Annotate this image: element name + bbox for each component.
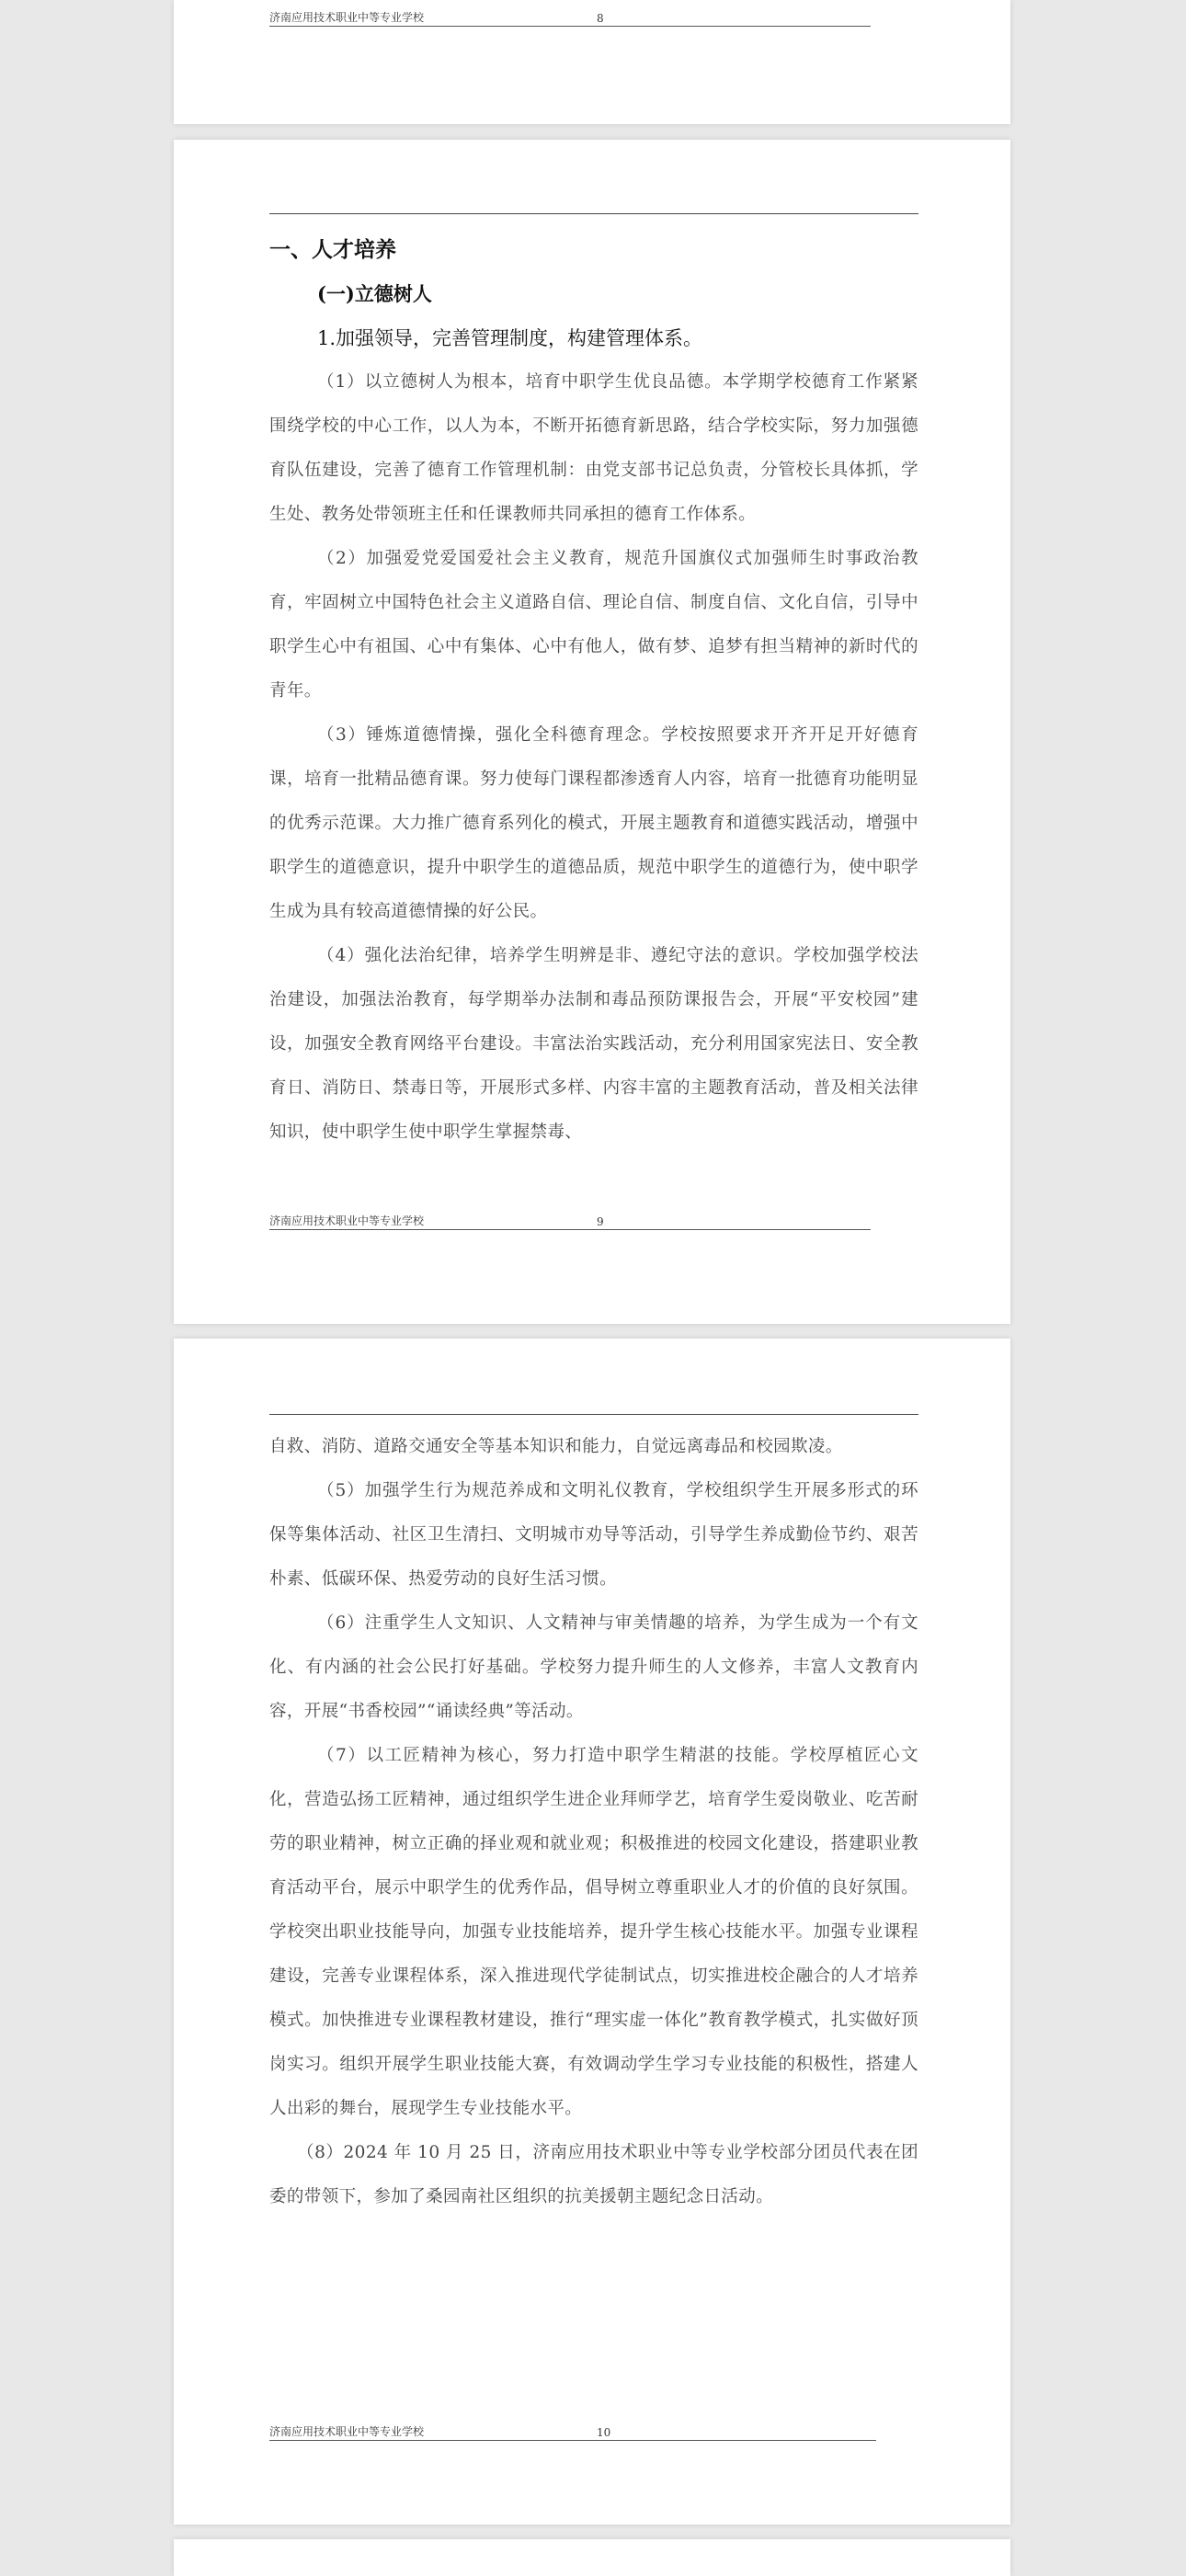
paragraph-8: （8）2024 年 10 月 25 日，济南应用技术职业中等专业学校部分团员代表在团委的带领下，参加了桑园南社区组织的抗美援朝主题纪念日活动。	[269, 2143, 918, 2206]
page-footer	[269, 2420, 876, 2441]
page-11	[174, 2539, 1010, 2576]
page-footer	[269, 1209, 871, 1230]
paragraph-1: （1）以立德树人为根本，培育中职学生优良品德。本学期学校德育工作紧紧围绕学校的中心工作，以人为本，不断开拓德育新思路，结合学校实际，努力加强德育队伍建设，完善了德育工作管理机制：由党支部书记总负责，分管校长具体抓，学生处、教务处带领班主任和任课教师共同承担的德育工作体系。	[269, 372, 918, 524]
header-rule	[269, 213, 918, 214]
page-9	[174, 140, 1010, 1324]
footer-page-number: 8	[597, 12, 604, 25]
page-10	[174, 1339, 1010, 2525]
item-heading: 1.加强领导，完善管理制度，构建管理体系。	[317, 327, 703, 349]
page-footer	[269, 6, 871, 27]
paragraph-2: （2）加强爱党爱国爱社会主义教育，规范升国旗仪式加强师生时事政治教育，牢固树立中国特色社会主义道路自信、理论自信、制度自信、文化自信，引导中职学生心中有祖国、心中有集体、心中有他人，做有梦、追梦有担当精神的新时代的青年。	[269, 549, 918, 701]
paragraph-7: （7）以工匠精神为核心，努力打造中职学生精湛的技能。学校厚植匠心文化，营造弘扬工匠精神，通过组织学生进企业拜师学艺，培育学生爱岗敬业、吃苦耐劳的职业精神，树立正确的择业观和就业观；积极推进的校园文化建设，搭建职业教育活动平台，展示中职学生的优秀作品，倡导树立尊重职业人才的价值的良好氛围。学校突出职业技能导向，加强专业技能培养，提升学生核心技能水平。加强专业课程建设，完善专业课程体系，深入推进现代学徒制试点，切实推进校企融合的人才培养模式。加快推进专业课程教材建设，推行“理实虚一体化”教育教学模式，扎实做好顶岗实习。组织开展学生职业技能大赛，有效调动学生学习专业技能的积极性，搭建人人出彩的舞台，展现学生专业技能水平。	[269, 1746, 918, 2118]
paragraph-3: （3）锤炼道德情操，强化全科德育理念。学校按照要求开齐开足开好德育课，培育一批精品德育课。努力使每门课程都渗透育人内容，培育一批德育功能明显的优秀示范课。大力推广德育系列化的模式，开展主题教育和道德实践活动，增强中职学生的道德意识，提升中职学生的道德品质，规范中职学生的道德行为，使中职学生成为具有较高道德情操的好公民。	[269, 725, 918, 921]
footer-school-name: 济南应用技术职业中等专业学校	[269, 1214, 425, 1227]
page-10-content	[269, 1425, 918, 2219]
section-subheading: (一)立德树人	[317, 282, 432, 305]
header-rule	[269, 1414, 918, 1415]
paragraph-4: （4）强化法治纪律，培养学生明辨是非、遵纪守法的意识。学校加强学校法治建设，加强法治教育，每学期举办法制和毒品预防课报告会，开展“平安校园”建设，加强安全教育网络平台建设。丰富法治实践活动，充分利用国家宪法日、安全教育日、消防日、禁毒日等，开展形式多样、内容丰富的主题教育活动，普及相关法律知识，使中职学生使中职学生掌握禁毒、	[269, 946, 918, 1142]
footer-school-name: 济南应用技术职业中等专业学校	[269, 11, 425, 24]
paragraph-6: （6）注重学生人文知识、人文精神与审美情趣的培养，为学生成为一个有文化、有内涵的社会公民打好基础。学校努力提升师生的人文修养，丰富人文教育内容，开展“书香校园”“诵读经典”等活动。	[269, 1613, 918, 1721]
page-9-content	[269, 228, 918, 1155]
paragraph-5: （5）加强学生行为规范养成和文明礼仪教育，学校组织学生开展多形式的环保等集体活动、社区卫生清扫、文明城市劝导等活动，引导学生养成勤俭节约、艰苦朴素、低碳环保、热爱劳动的良好生活习惯。	[269, 1481, 918, 1589]
page-8	[174, 0, 1010, 124]
footer-page-number: 9	[597, 1215, 604, 1228]
footer-page-number: 10	[597, 2426, 611, 2439]
section-heading: 一、人才培养	[269, 237, 396, 262]
footer-school-name: 济南应用技术职业中等专业学校	[269, 2425, 425, 2438]
paragraph-continued: 自救、消防、道路交通安全等基本知识和能力，自觉远离毒品和校园欺凌。	[269, 1437, 843, 1456]
